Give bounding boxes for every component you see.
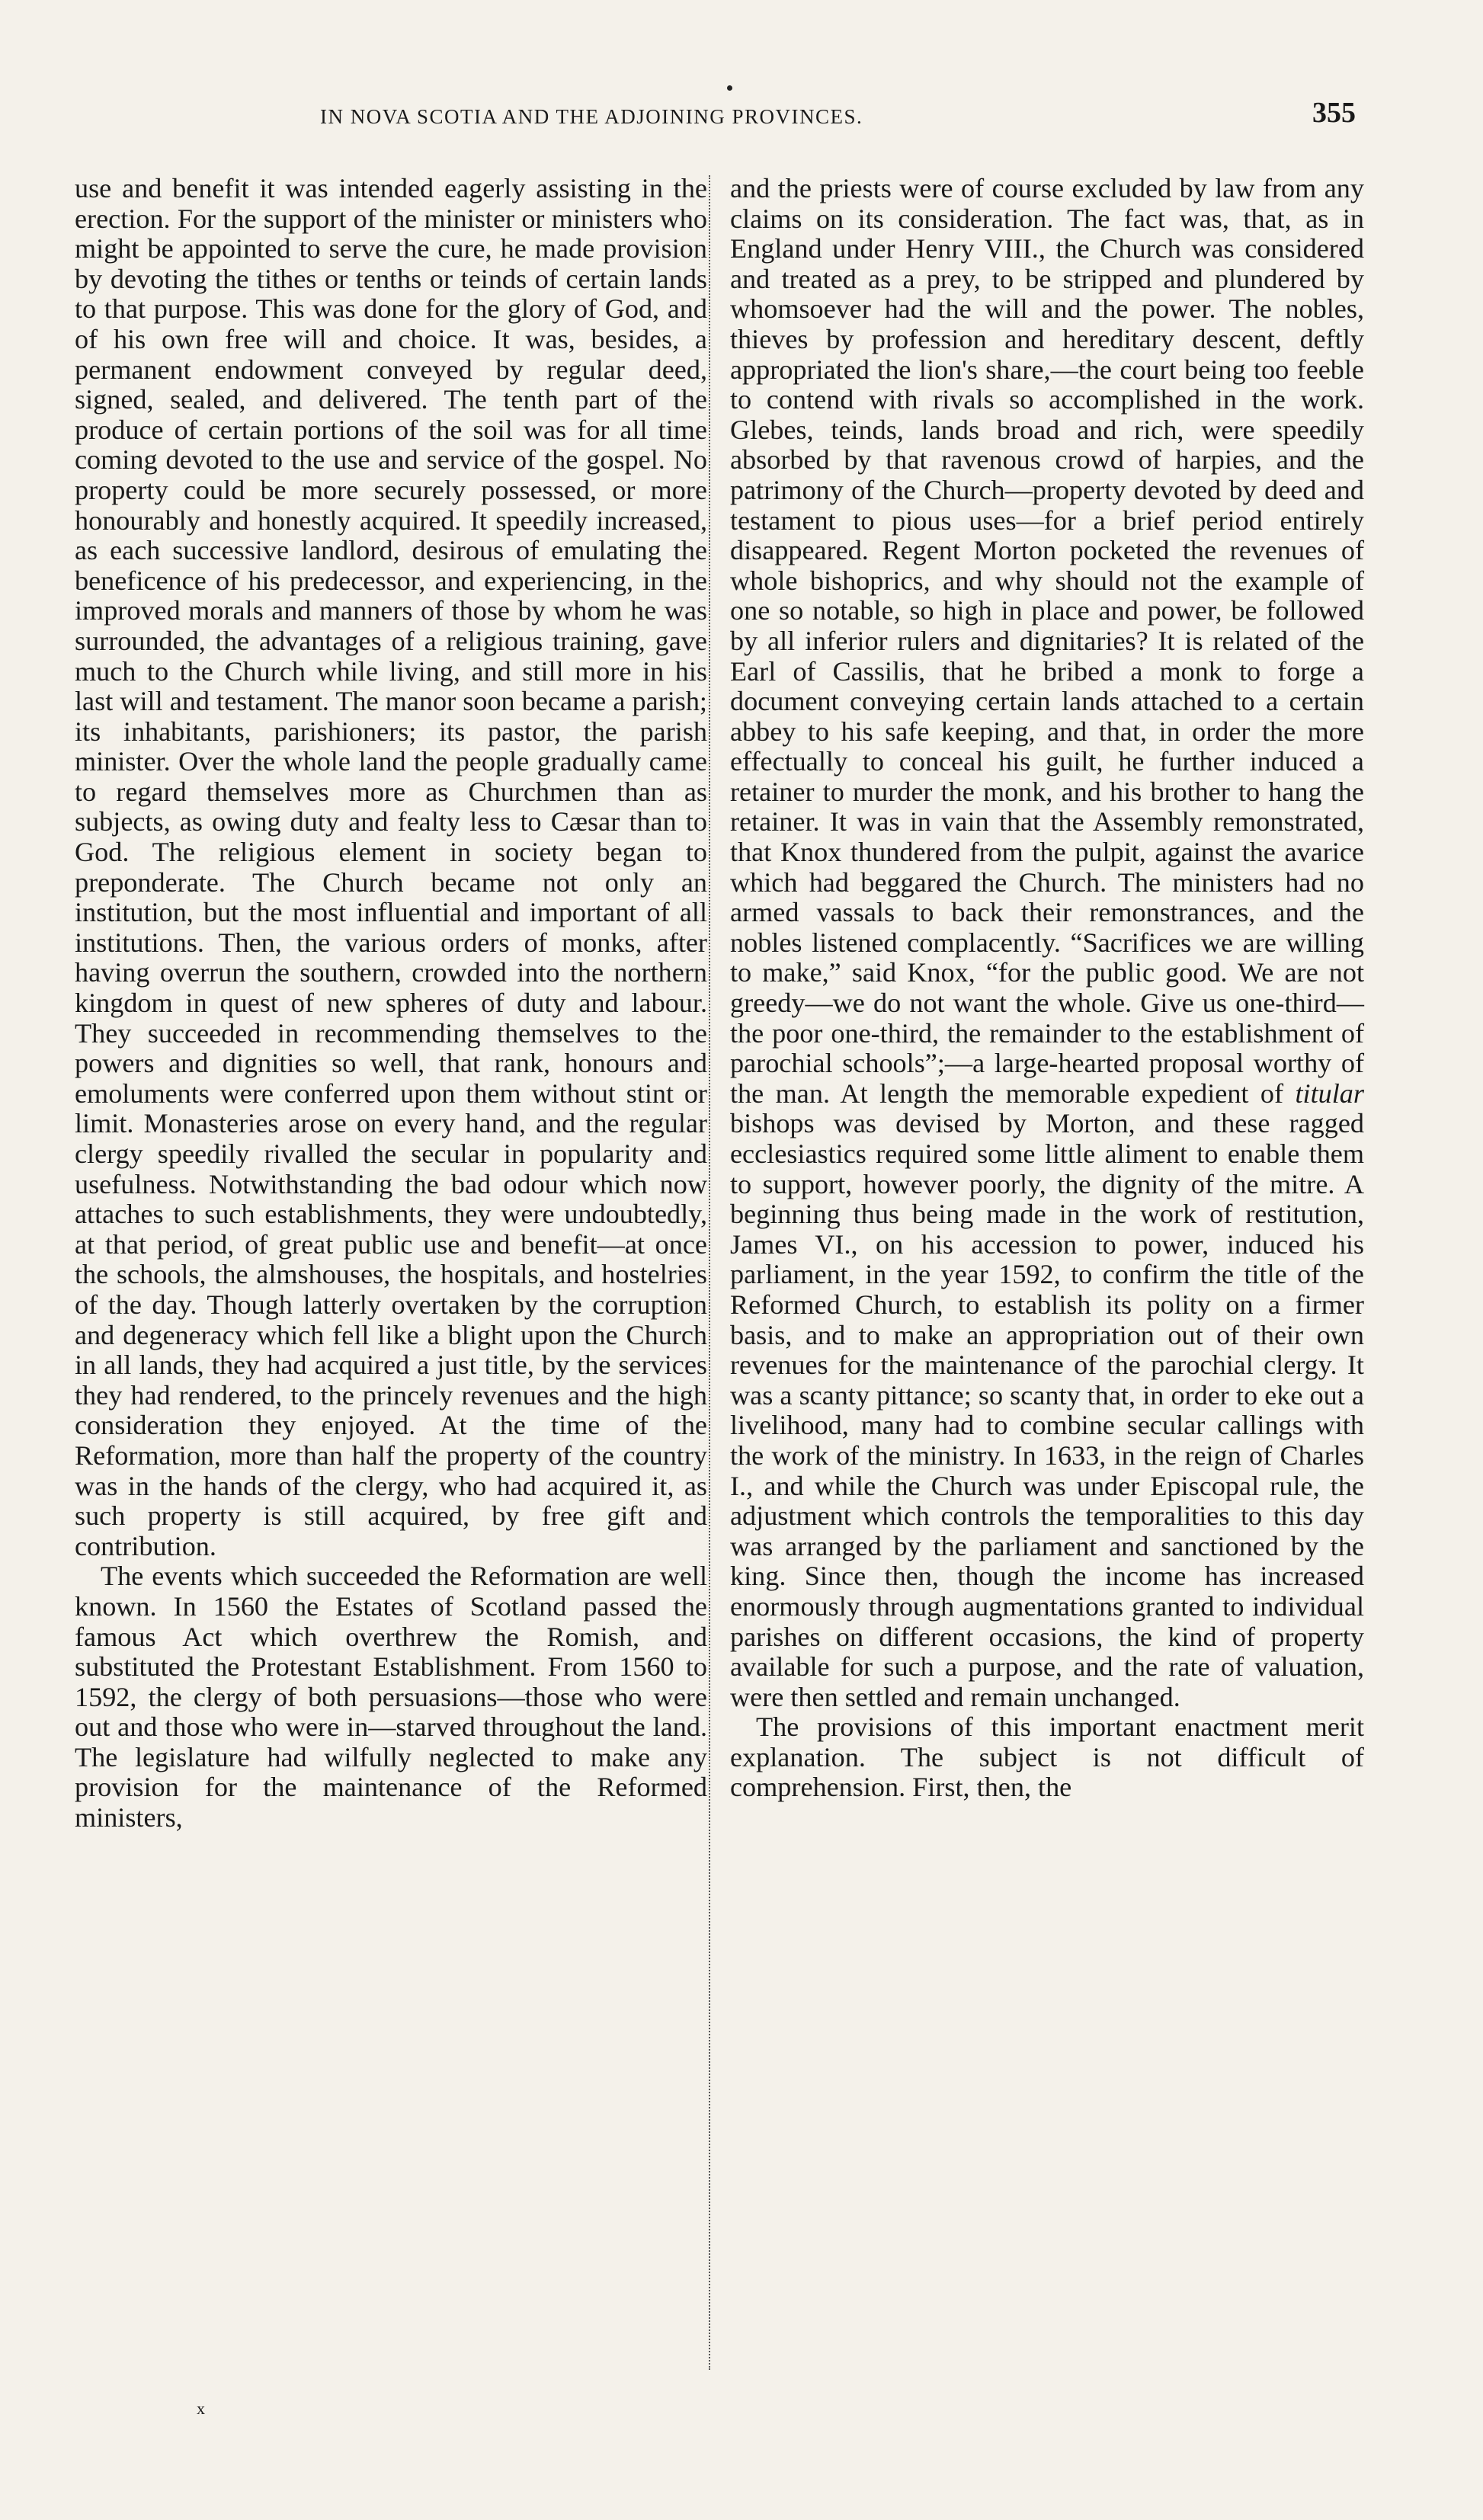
right-paragraph-2: The provisions of this important enactment merit explanation. The subject is not difficult of comprehension. First, then, the <box>730 1711 1364 1803</box>
right-paragraph-1-italic: titular <box>1295 1077 1364 1109</box>
column-divider <box>709 175 710 2370</box>
page-number: 355 <box>1312 97 1356 129</box>
right-paragraph-1-text: and the priests were of course excluded by law from any claims on its consideration. The fact was, that, as in England under Henry VIII., the Church was considered and treated as a prey, to be stripped and plundered by whomsoever had the will and the power. The nobles, thieves by profession and hereditary descent, deftly appropriated the lion's share,—the court being too feeble to contend with rivals so accomplished in the work. Glebes, teinds, lands broad and rich, were speedily absorbed by that ravenous crowd of harpies, and the patrimony of the Church—property devoted by deed and testament to pious uses—for a brief period entirely disappeared. Regent Morton pocketed the revenues of whole bishoprics, and why should not the example of one so notable, so high in place and power, be followed by all inferior rulers and dignitaries? It is related of the Earl of Cassilis, that he bribed a monk to forge a document conveying certain lands attached to a certain abbey to his safe keeping, and that, in order the more effectually to conceal his guilt, he further induced a retainer to murder the monk, and his brother to hang the retainer. It was in vain that the Assembly remonstrated, that Knox thundered from the pulpit, against the avarice which had beggared the Church. The ministers had no armed vassals to back their remonstrances, and the nobles listened complacently. “Sacrifices we are willing to make,” said Knox, “for the public good. We are not greedy—we do not want the whole. Give us one-third—the poor one-third, the remainder to the establishment of parochial schools”;—a large-hearted proposal worthy of the man. At length the memorable expedient of <box>730 173 1364 1109</box>
right-paragraph-1 <box>730 174 1364 1712</box>
footer-mark: x <box>197 2399 205 2418</box>
running-header <box>320 105 1372 129</box>
left-column <box>75 174 707 1833</box>
right-column <box>730 174 1364 1803</box>
running-title: IN NOVA SCOTIA AND THE ADJOINING PROVINCES. <box>320 105 863 128</box>
left-paragraph-2: The events which succeeded the Reformation are well known. In 1560 the Estates of Scotland passed the famous Act which overthrew the Romish, and substituted the Protestant Establishment. From 1560 to 1592, the clergy of both persuasions—those who were out and those who were in—starved throughout the land. The legislature had wilfully neglected to make any provision for the maintenance of the Reformed ministers, <box>75 1561 707 1833</box>
left-paragraph-1: use and benefit it was intended eagerly assisting in the erection. For the support of the minister or ministers who might be appointed to serve the cure, he made provision by devoting the tithes or tenths or teinds of certain lands to that purpose. This was done for the glory of God, and of his own free will and choice. It was, besides, a permanent endowment conveyed by regular deed, signed, sealed, and delivered. The tenth part of the produce of certain portions of the soil was for all time coming devoted to the use and service of the gospel. No property could be more securely possessed, or more honourably and honestly acquired. It speedily increased, as each successive landlord, desirous of emulating the beneficence of his predecessor, and experiencing, in the improved morals and manners of those by whom he was surrounded, the advantages of a religious training, gave much to the Church while living, and still more in his last will and testament. The manor soon became a parish; its inhabitants, parishioners; its pastor, the parish minister. Over the whole land the people gradually came to regard themselves more as Churchmen than as subjects, as owing duty and fealty less to Cæsar than to God. The religious element in society began to preponderate. The Church became not only an institution, but the most influential and important of all institutions. Then, the various orders of monks, after having overrun the southern, crowded into the northern kingdom in quest of new spheres of duty and labour. They succeeded in recommending themselves to the powers and dignities so well, that rank, honours and emoluments were conferred upon them without stint or limit. Monasteries arose on every hand, and the regular clergy speedily rivalled the secular in popularity and usefulness. Notwithstanding the bad odour which now attaches to such establishments, they were undoubtedly, at that period, of great public use and benefit—at once the schools, the almshouses, the hospitals, and hostelries of the day. Though latterly overtaken by the corruption and degeneracy which fell like a blight upon the Church in all lands, they had acquired a just title, by the services they had rendered, to the princely revenues and the high consideration they enjoyed. At the time of the Reformation, more than half the property of the country was in the hands of the clergy, who had acquired it, as such property is still acquired, by free gift and contribution. <box>75 173 707 1561</box>
right-paragraph-1-rest: bishops was devised by Morton, and these ragged ecclesiastics required some little aliment to enable them to support, however poorly, the dignity of the mitre. A beginning thus being made in the work of restitution, James VI., on his accession to power, induced his parliament, in the year 1592, to confirm the title of the Reformed Church, to establish its polity on a firmer basis, and to make an appropriation out of their own revenues for the maintenance of the parochial clergy. It was a scanty pittance; so scanty that, in order to eke out a livelihood, many had to combine secular callings with the work of the ministry. In 1633, in the reign of Charles I., and while the Church was under Episcopal rule, the adjustment which controls the temporalities to this day was arranged by the parliament and sanctioned by the king. Since then, though the income has increased enormously through augmentations granted to individual parishes on different occasions, the kind of property available for such a purpose, and the rate of valuation, were then settled and remain unchanged. <box>730 1108 1364 1712</box>
printer-dot <box>727 85 732 91</box>
